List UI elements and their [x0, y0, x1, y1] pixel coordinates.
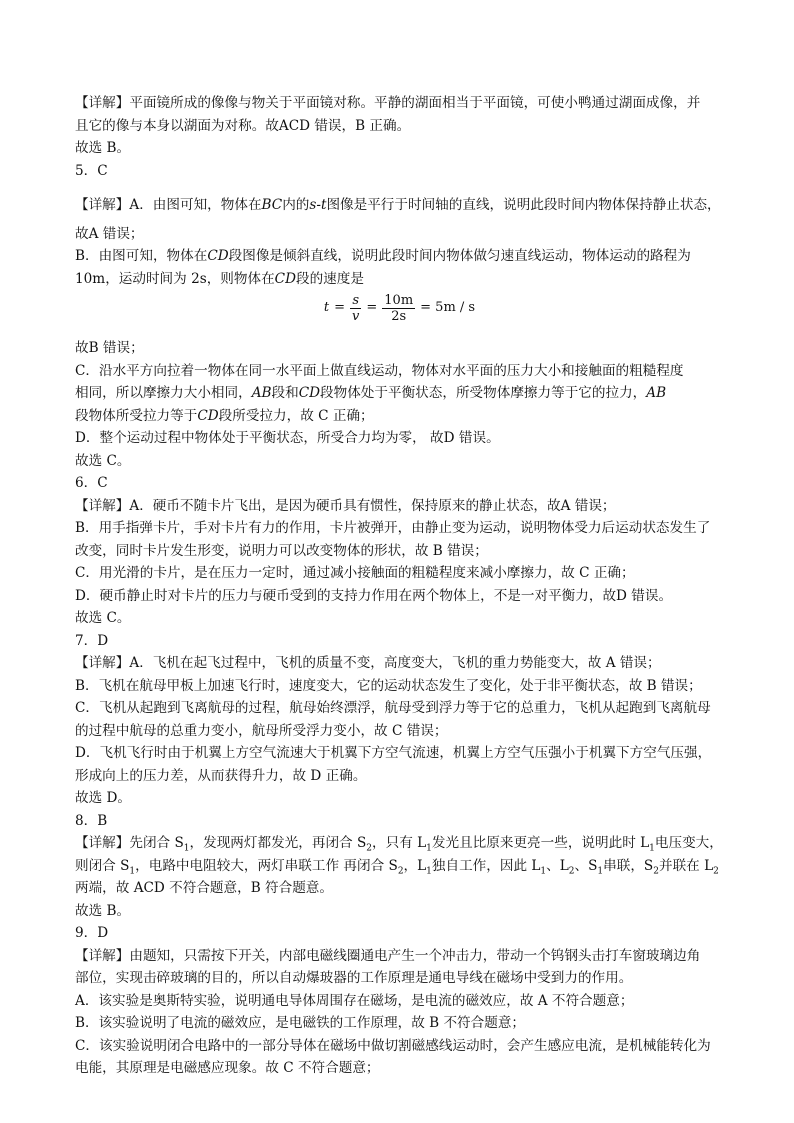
- q5-option-c: C．沿水平方向拉着一物体在同一水平面上做直线运动，物体对水平面的压力大小和接触面的粗糙程度: [75, 362, 684, 379]
- q7-header: 7．D: [75, 632, 109, 649]
- q6-answer: 故选 C。: [75, 610, 131, 626]
- q8-block: [75, 810, 724, 923]
- q8-answer: 故选 B。: [75, 902, 131, 919]
- q9-detail-line: 【详解】由题知，只需按下开关，内部电磁线圈通电产生一个冲击力，带动一个钨钢头击打车窗玻璃边角: [75, 947, 701, 964]
- q4-answer: 故选 B。: [75, 140, 131, 156]
- q4-block: [75, 92, 724, 160]
- q9-option-b: B．该实验说明了电流的磁效应，是电磁铁的工作原理，故 B 不符合题意；: [75, 1015, 526, 1031]
- q6-option-b-cont: 改变，同时卡片发生形变，说明力可以改变物体的形状，故 B 错误；: [75, 542, 488, 559]
- q5-option-b-cont: 10m，运动时间为 2s，则物体在CD段的速度是: [75, 270, 364, 287]
- q7-option-d: D．飞机飞行时由于机翼上方空气流速大于机翼下方空气流速，机翼上方空气压强小于机翼下方空气压强，: [75, 745, 712, 761]
- q5-option-b-end: 故B 错误；: [75, 340, 144, 356]
- q9-header: 9．D: [75, 925, 109, 941]
- q7-block: [75, 630, 724, 810]
- q9-block: [75, 922, 724, 1080]
- q9-option-c-cont: 电能，其原理是电磁感应现象。故 C 不符合题意；: [75, 1060, 380, 1076]
- q6-option-c: C．用光滑的卡片，是在压力一定时，通过减小接触面的粗糙程度来减小摩擦力，故 C 正确；: [75, 565, 635, 581]
- q7-option-d-cont: 形成向上的压力差，从而获得升力，故 D 正确。: [75, 767, 367, 784]
- q5-answer: 故选 C。: [75, 452, 131, 469]
- q4-detail-line: 且它的像与本身以湖面为对称。故ACD 错误，B 正确。: [75, 117, 411, 134]
- q6-option-b: B．用手指弹卡片，手对卡片有力的作用，卡片被弹开，由静止变为运动，说明物体受力后运动状态发生了: [75, 520, 711, 536]
- q7-option-a: 【详解】A．飞机在起飞过程中，飞机的质量不变，高度变大，飞机的重力势能变大，故 A 错误；: [75, 655, 661, 671]
- q5-option-b: B．由图可知，物体在CD段图像是倾斜直线，说明此段时间内物体做匀速直线运动，物体运动的路程为: [75, 248, 691, 264]
- q6-header: 6．C: [75, 475, 108, 491]
- q7-option-b: B．飞机在航母甲板上加速飞行时，速度变大，它的运动状态发生了变化，处于非平衡状态，故 B 错误；: [75, 677, 702, 694]
- velocity-formula: t = $\frac{s}{v}$ = $\frac{10m}{2s}$ = 5m / s: [323, 293, 476, 324]
- q5-option-d: D．整个运动过程中物体处于平衡状态，所受合力均为零， 故D 错误。: [75, 430, 500, 446]
- q7-option-c-cont: 的过程中航母的总重力变小，航母所受浮力变小，故 C 错误；: [75, 722, 448, 739]
- q5-block: [75, 160, 724, 473]
- q5-option-c-end: 段物体所受拉力等于CD段所受拉力，故 C 正确；: [75, 407, 374, 424]
- q9-detail-line: 部位，实现击碎玻璃的目的，所以自动爆玻器的工作原理是通电导线在磁场中受到力的作用。: [75, 970, 633, 986]
- q5-header: 5．C: [75, 162, 108, 179]
- q6-option-a: 【详解】A．硬币不随卡片飞出，是因为硬币具有惯性，保持原来的静止状态，故A 错误；: [75, 497, 616, 514]
- q8-detail-line: 【详解】先闭合 $S_1$，发现两灯都发光，再闭合 $S_2$，只有 $L_1$发光且比原来更亮一些，说明此时 $L_1$电压变大，: [75, 835, 723, 854]
- q9-option-a: A．该实验是奥斯特实验，说明通电导体周围存在磁场，是电流的磁效应，故 A 不符合题意；: [75, 992, 634, 1009]
- q5-option-a-cont: 故A 错误；: [75, 225, 144, 242]
- q7-answer: 故选 D。: [75, 790, 132, 806]
- q8-header: 8．B: [75, 812, 108, 829]
- q5-option-c-cont: 相同，所以摩擦力大小相同，AB段和CD段物体处于平衡状态，所受物体摩擦力等于它的拉力，AB: [75, 385, 667, 401]
- q7-option-c: C．飞机从起跑到飞离航母的过程，航母始终漂浮，航母受到浮力等于它的总重力，飞机从起跑到飞离航母: [75, 700, 711, 716]
- q6-option-d: D．硬币静止时对卡片的压力与硬币受到的支持力作用在两个物体上，不是一对平衡力，故D 错误。: [75, 587, 673, 604]
- q8-detail-line: 则闭合 $S_1$，电路中电阻较大，两灯串联工作 再闭合 $S_2$，$L_1$独自工作，因此 $L_1$、$L_2$、$S_1$串联，$S_2$并联在 $L_2$: [75, 857, 719, 877]
- q8-detail-line: 两端，故 ACD 不符合题意，B 符合题意。: [75, 880, 333, 896]
- q4-detail-line: 【详解】平面镜所成的像像与物关于平面镜对称。平静的湖面相当于平面镜，可使小鸭通过湖面成像，并: [75, 95, 701, 111]
- q5-option-a: 【详解】A．由图可知，物体在BC内的s-t图像是平行于时间轴的直线，说明此段时间内物体保持静止状态，: [75, 197, 721, 213]
- q6-block: [75, 472, 724, 630]
- q9-option-c: C．该实验说明闭合电路中的一部分导体在磁场中做切割磁感线运动时，会产生感应电流，是机械能转化为: [75, 1037, 711, 1054]
